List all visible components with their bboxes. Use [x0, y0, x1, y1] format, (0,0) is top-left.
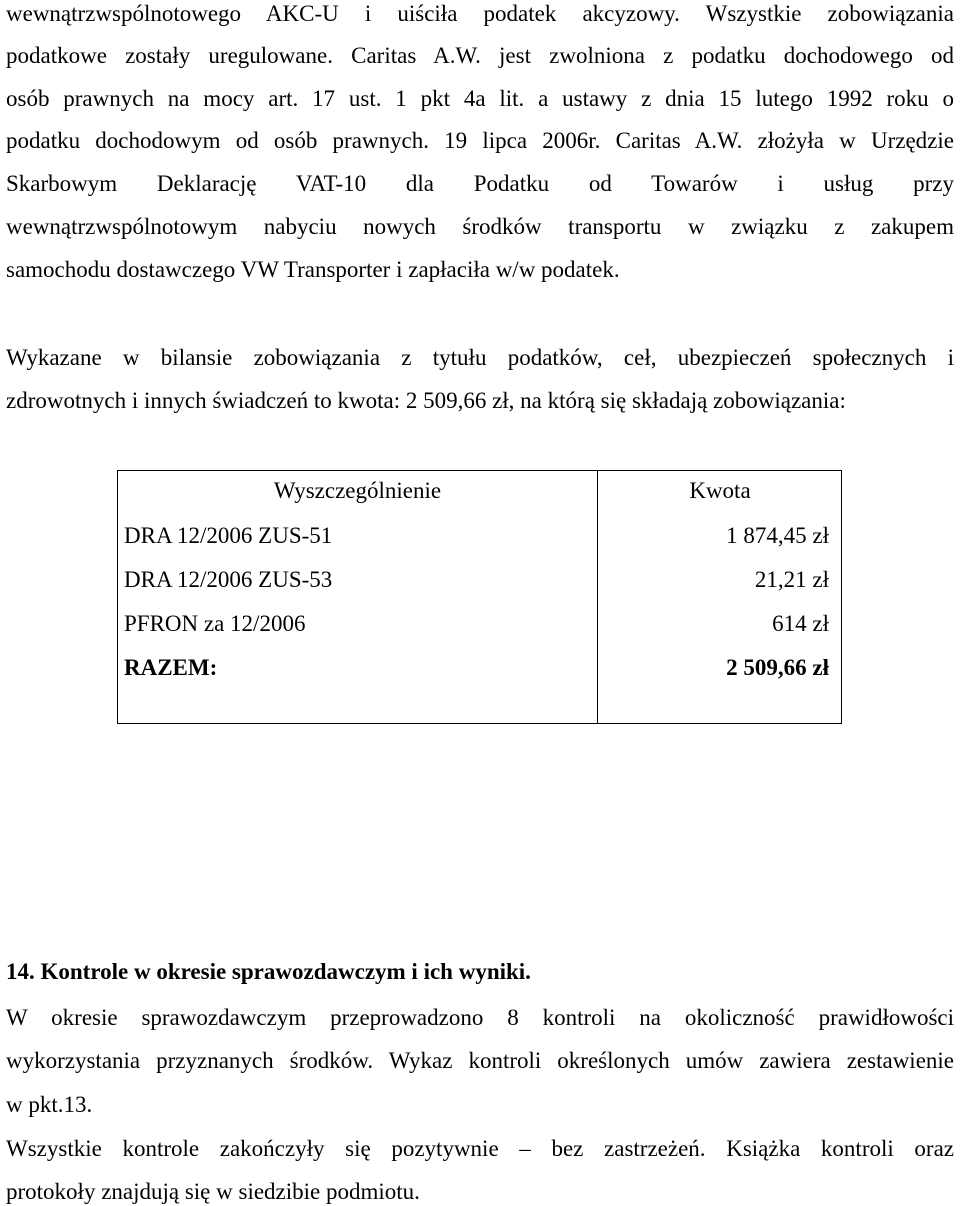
- table-total-label: RAZEM:: [124, 655, 218, 680]
- table-header-description: Wyszczególnienie: [273, 478, 442, 503]
- text-line: wewnątrzwspólnotowym nabyciu nowych środków transportu w związku z zakupem: [6, 214, 954, 239]
- table-cell-amount: 1 874,45 zł: [726, 523, 829, 548]
- table-cell-amount: 614 zł: [772, 611, 829, 636]
- text-line: wewnątrzwspólnotowego AKC-U i uiściła podatek akcyzowy. Wszystkie zobowiązania: [6, 1, 954, 26]
- text-line: Skarbowym Deklarację VAT-10 dla Podatku od Towarów i usług przy: [6, 171, 954, 196]
- table-header-amount: Kwota: [689, 478, 751, 503]
- table-cell-description: DRA 12/2006 ZUS-53: [124, 567, 333, 592]
- text-line: zdrowotnych i innych świadczeń to kwota: 2 509,66 zł, na którą się składają zobowiązania:: [6, 388, 846, 413]
- table-cell-amount: 21,21 zł: [754, 567, 829, 592]
- text-line: w pkt.13.: [6, 1092, 93, 1117]
- text-line: Wykazane w bilansie zobowiązania z tytułu podatków, ceł, ubezpieczeń społecznych i: [6, 345, 954, 370]
- text-line: Wszystkie kontrole zakończyły się pozytywnie – bez zastrzeżeń. Książka kontroli oraz: [6, 1136, 954, 1161]
- table-cell-description: DRA 12/2006 ZUS-51: [124, 523, 333, 548]
- table-total-amount: 2 509,66 zł: [726, 655, 829, 680]
- text-line: osób prawnych na mocy art. 17 ust. 1 pkt 4a lit. a ustawy z dnia 15 lutego 1992 roku o: [6, 86, 954, 111]
- liabilities-table: [117, 470, 842, 724]
- text-line: protokoły znajdują się w siedzibie podmiotu.: [6, 1179, 420, 1204]
- text-line: samochodu dostawczego VW Transporter i zapłaciła w/w podatek.: [6, 257, 620, 282]
- section-heading: 14. Kontrole w okresie sprawozdawczym i ich wyniki.: [6, 959, 531, 984]
- text-line: podatkowe zostały uregulowane. Caritas A.W. jest zwolniona z podatku dochodowego od: [6, 43, 954, 68]
- text-line: podatku dochodowym od osób prawnych. 19 lipca 2006r. Caritas A.W. złożyła w Urzędzie: [6, 128, 954, 153]
- text-line: W okresie sprawozdawczym przeprowadzono 8 kontroli na okoliczność prawidłowości: [6, 1005, 954, 1030]
- table-cell-description: PFRON za 12/2006: [124, 611, 306, 636]
- text-line: wykorzystania przyznanych środków. Wykaz kontroli określonych umów zawiera zestawienie: [6, 1048, 954, 1073]
- column-divider: [597, 471, 598, 723]
